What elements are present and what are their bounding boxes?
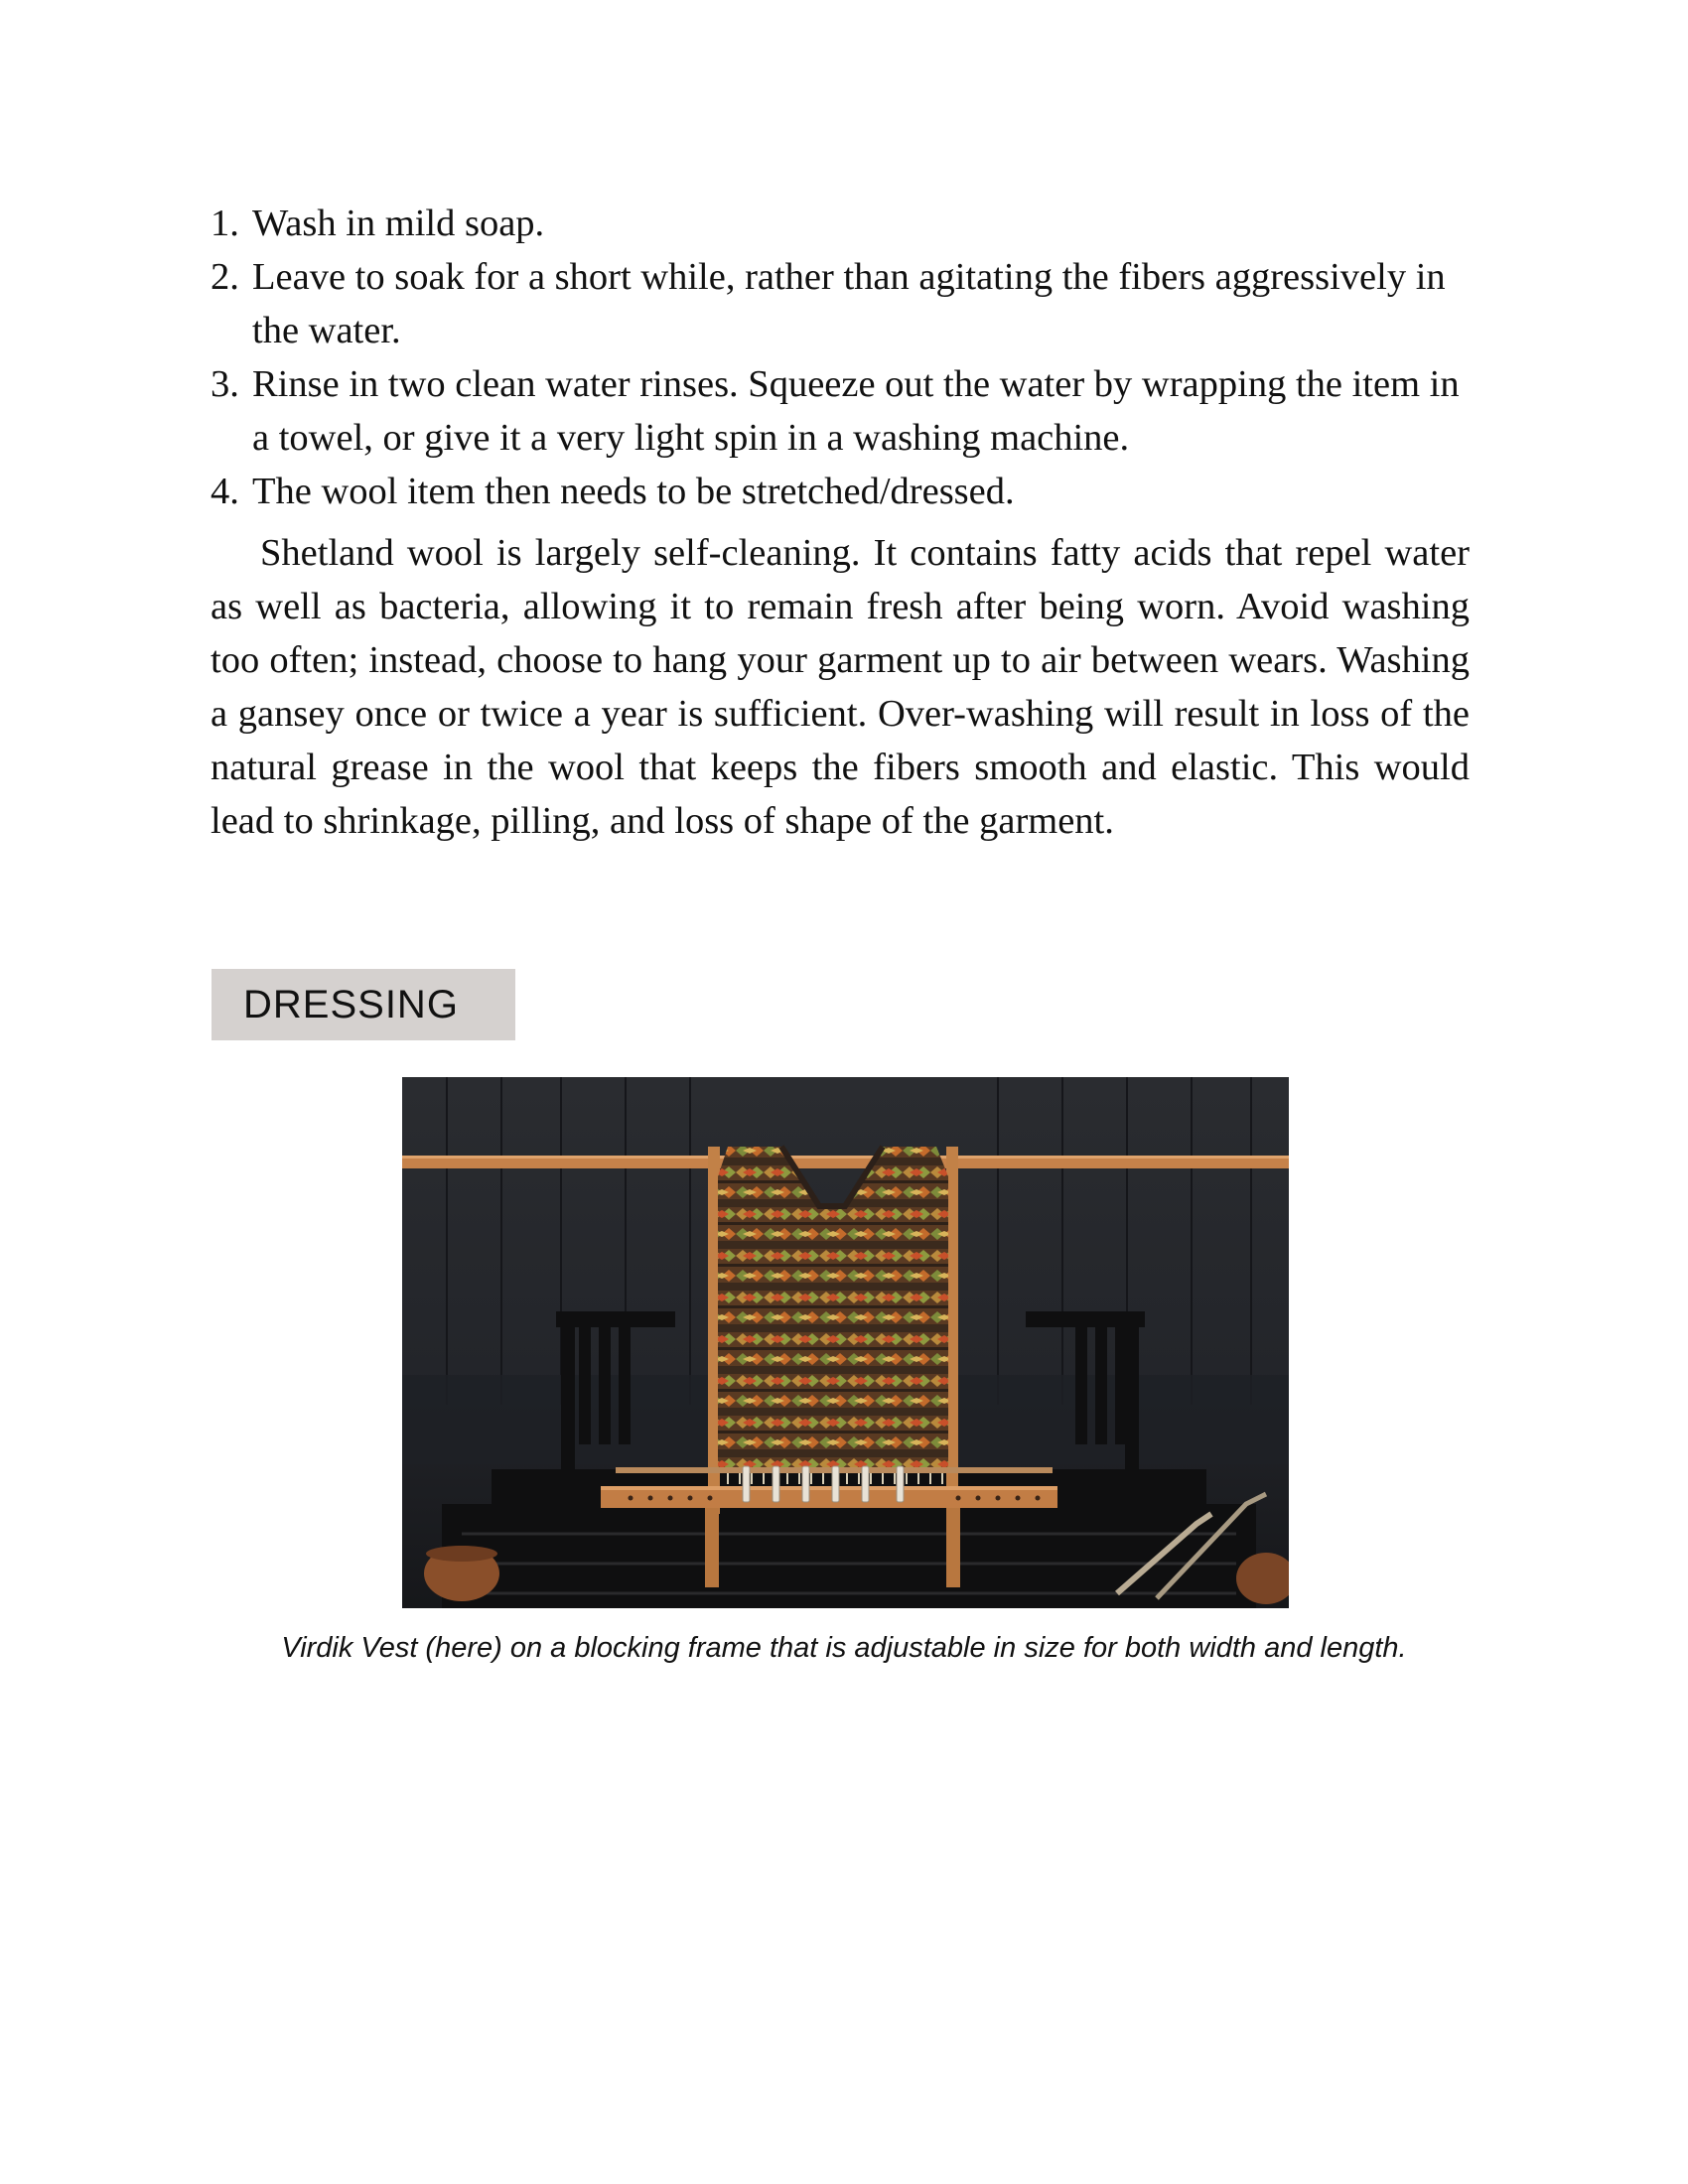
care-step (211, 465, 1472, 518)
care-steps-list (211, 197, 1472, 518)
step-text: The wool item then needs to be stretched/dressed. (252, 471, 1015, 512)
care-step (211, 357, 1472, 465)
step-number: 4. (211, 471, 239, 512)
body-paragraph: Shetland wool is largely self-cleaning. It contains fatty acids that repel water as well as bacteria, allowing it to remain fresh after being worn. Avoid washing too often; instead, choose to hang your garment up to air between wears. Washing a gansey once or twice a year is sufficient. Over-washing will result in loss of the natural grease in the wool that keeps the fibers smooth and elastic. This would lead to shrinkage, pilling, and loss of shape of the garment. (211, 532, 1470, 842)
care-step (211, 250, 1472, 357)
care-step (211, 197, 1472, 250)
figure-caption: Virdik Vest (here) on a blocking frame that is adjustable in size for both width and length. (281, 1632, 1407, 1664)
step-text: Rinse in two clean water rinses. Squeeze out the water by wrapping the item in a towel, or give it a very light spin in a washing machine. (252, 363, 1460, 459)
step-text: Wash in mild soap. (252, 203, 545, 244)
step-number: 2. (211, 256, 239, 298)
step-text: Leave to soak for a short while, rather than agitating the fibers aggressively in the water. (252, 256, 1446, 351)
section-heading: DRESSING (211, 969, 515, 1040)
blocking-frame-photo (402, 1077, 1289, 1608)
step-number: 3. (211, 363, 239, 405)
step-number: 1. (211, 203, 239, 244)
